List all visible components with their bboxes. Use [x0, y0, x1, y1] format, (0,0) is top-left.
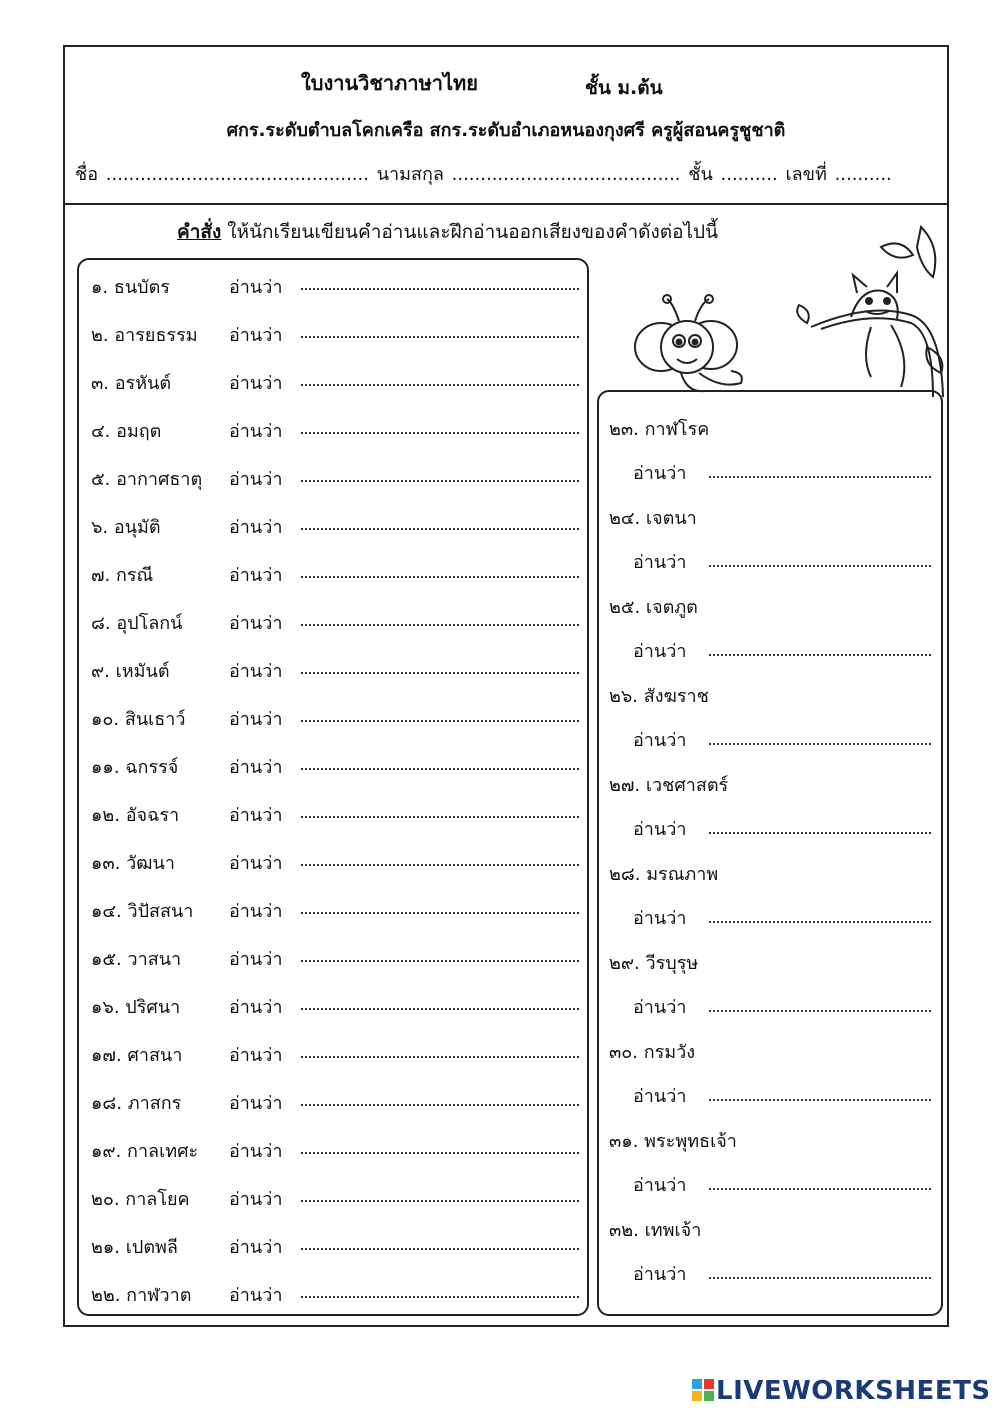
- list-item: [91, 512, 581, 540]
- word-label: ๑๕. วาสนา: [91, 949, 182, 970]
- read-label: อ่านว่า: [229, 517, 283, 538]
- word-label: ๑๔. วิปัสสนา: [91, 901, 194, 922]
- bee-illustration-icon: [635, 295, 742, 391]
- word-label: ๙. เหมันต์: [91, 661, 170, 682]
- list-item: [91, 848, 581, 876]
- school-subtitle: ศกร.ระดับตำบลโคกเครือ สกร.ระดับอำเภอหนองกุงศรี ครูผู้สอนครูชูชาติ: [226, 120, 786, 141]
- list-item: [91, 944, 581, 972]
- answer-field[interactable]: [301, 624, 579, 626]
- answer-field[interactable]: [301, 336, 579, 338]
- answer-field[interactable]: [301, 1248, 579, 1250]
- cat-on-branch-illustration-icon: [797, 227, 943, 397]
- number-label: เลขที่: [785, 164, 827, 185]
- answer-field[interactable]: [709, 1188, 931, 1190]
- read-label: อ่านว่า: [229, 1045, 283, 1066]
- answer-field[interactable]: [301, 384, 579, 386]
- instruction-text: ให้นักเรียนเขียนคำอ่านและฝึกอ่านออกเสียงของคำดังต่อไปนี้: [227, 221, 719, 243]
- read-label: อ่านว่า: [229, 949, 283, 970]
- left-word-box: [77, 258, 589, 1316]
- answer-field[interactable]: [301, 1104, 579, 1106]
- list-item: [91, 896, 581, 924]
- number-field[interactable]: ..........: [834, 164, 892, 185]
- answer-field[interactable]: [709, 476, 931, 478]
- answer-field[interactable]: [301, 672, 579, 674]
- answer-field[interactable]: [301, 864, 579, 866]
- right-word-box: [597, 390, 943, 1316]
- read-label: อ่านว่า: [229, 1093, 283, 1114]
- read-label: อ่านว่า: [229, 853, 283, 874]
- grade-level: ชั้น ม.ต้น: [585, 77, 663, 99]
- list-item: [91, 1232, 581, 1260]
- answer-field[interactable]: [709, 1277, 931, 1279]
- answer-field[interactable]: [301, 1008, 579, 1010]
- word-label: ๘. อุปโลกน์: [91, 613, 183, 634]
- word-label: ๓. อรหันต์: [91, 373, 172, 394]
- read-label: อ่านว่า: [633, 641, 687, 662]
- list-item: [91, 1184, 581, 1212]
- brand-footer: [692, 1376, 991, 1406]
- read-label: อ่านว่า: [229, 1189, 283, 1210]
- list-item: [91, 560, 581, 588]
- read-label: อ่านว่า: [633, 463, 687, 484]
- answer-field[interactable]: [301, 960, 579, 962]
- read-label: อ่านว่า: [633, 730, 687, 751]
- title-row: [65, 67, 947, 97]
- read-label: อ่านว่า: [229, 901, 283, 922]
- word-label: ๗. กรณี: [91, 565, 154, 586]
- list-item: [91, 272, 581, 300]
- list-item: [91, 800, 581, 828]
- word-label: ๑. ธนบัตร: [91, 277, 170, 298]
- list-item: [91, 1280, 581, 1308]
- list-item: [91, 368, 581, 396]
- answer-field[interactable]: [301, 288, 579, 290]
- read-label: อ่านว่า: [229, 1237, 283, 1258]
- word-label: ๑๘. ภาสกร: [91, 1093, 182, 1114]
- word-label: ๓๒. เทพเจ้า: [609, 1220, 702, 1241]
- read-label: อ่านว่า: [229, 565, 283, 586]
- surname-field[interactable]: ........................................: [451, 164, 681, 185]
- word-label: ๑๒. อัจฉรา: [91, 805, 180, 826]
- read-label: อ่านว่า: [229, 661, 283, 682]
- answer-field[interactable]: [709, 743, 931, 745]
- word-label: ๒๓. กาฬโรค: [609, 419, 710, 440]
- word-label: ๒๑. เปตพลี: [91, 1237, 178, 1258]
- answer-field[interactable]: [709, 565, 931, 567]
- answer-field[interactable]: [301, 432, 579, 434]
- read-label: อ่านว่า: [633, 1086, 687, 1107]
- word-label: ๒๘. มรณภาพ: [609, 864, 719, 885]
- read-label: อ่านว่า: [229, 1141, 283, 1162]
- word-label: ๒๐. กาลโยค: [91, 1189, 190, 1210]
- word-label: ๒๕. เจตภูต: [609, 597, 698, 618]
- answer-field[interactable]: [709, 921, 931, 923]
- read-label: อ่านว่า: [229, 709, 283, 730]
- class-label: ชั้น: [688, 164, 713, 185]
- class-field[interactable]: ..........: [720, 164, 778, 185]
- list-item: [91, 416, 581, 444]
- word-label: ๒๒. กาฬวาต: [91, 1285, 192, 1306]
- word-label: ๒๙. วีรบุรุษ: [609, 953, 699, 974]
- word-label: ๖. อนุมัติ: [91, 517, 161, 538]
- answer-field[interactable]: [301, 1200, 579, 1202]
- read-label: อ่านว่า: [229, 277, 283, 298]
- answer-field[interactable]: [301, 1056, 579, 1058]
- read-label: อ่านว่า: [229, 997, 283, 1018]
- word-label: ๑๖. ปริศนา: [91, 997, 181, 1018]
- surname-label: นามสกุล: [376, 164, 444, 185]
- answer-field[interactable]: [301, 816, 579, 818]
- read-label: อ่านว่า: [229, 325, 283, 346]
- read-label: อ่านว่า: [229, 469, 283, 490]
- word-label: ๒. อารยธรรม: [91, 325, 198, 346]
- read-label: อ่านว่า: [229, 757, 283, 778]
- liveworksheets-logo-icon: [692, 1379, 714, 1401]
- word-label: ๑๑. ฉกรรจ์: [91, 757, 179, 778]
- name-label: ชื่อ: [75, 164, 99, 185]
- read-label: อ่านว่า: [633, 819, 687, 840]
- answer-field[interactable]: [709, 832, 931, 834]
- page-title: ใบงานวิชาภาษาไทย: [301, 71, 478, 95]
- answer-field[interactable]: [301, 1152, 579, 1154]
- worksheet-header: [65, 47, 947, 205]
- student-info-line: [75, 159, 941, 188]
- answer-field[interactable]: [301, 912, 579, 914]
- word-label: ๔. อมฤต: [91, 421, 162, 442]
- read-label: อ่านว่า: [229, 805, 283, 826]
- illustration: [621, 207, 951, 397]
- read-label: อ่านว่า: [633, 1175, 687, 1196]
- list-item: [91, 704, 581, 732]
- word-label: ๓๐. กรมวัง: [609, 1042, 696, 1063]
- read-label: อ่านว่า: [229, 421, 283, 442]
- brand-name: LIVEWORKSHEETS: [716, 1376, 991, 1406]
- read-label: อ่านว่า: [229, 1285, 283, 1306]
- answer-field[interactable]: [709, 1099, 931, 1101]
- word-label: ๑๓. วัฒนา: [91, 853, 175, 874]
- list-item: [91, 608, 581, 636]
- read-label: อ่านว่า: [633, 908, 687, 929]
- read-label: อ่านว่า: [633, 997, 687, 1018]
- list-item: [91, 464, 581, 492]
- answer-field[interactable]: [301, 576, 579, 578]
- list-item: [91, 1136, 581, 1164]
- read-label: อ่านว่า: [633, 1264, 687, 1285]
- word-label: ๑๗. ศาสนา: [91, 1045, 183, 1066]
- word-label: ๒๔. เจตนา: [609, 508, 697, 529]
- word-label: ๕. อากาศธาตุ: [91, 469, 203, 490]
- read-label: อ่านว่า: [229, 613, 283, 634]
- list-item: [91, 320, 581, 348]
- name-field[interactable]: ..............................................: [105, 164, 369, 185]
- instruction-label: คำสั่ง: [177, 221, 222, 243]
- list-item: [91, 752, 581, 780]
- read-label: อ่านว่า: [229, 373, 283, 394]
- word-label: ๑๐. สินเธาว์: [91, 709, 186, 730]
- answer-field[interactable]: [301, 768, 579, 770]
- worksheet-frame: [63, 45, 949, 1327]
- answer-field[interactable]: [301, 1296, 579, 1298]
- answer-field[interactable]: [301, 720, 579, 722]
- answer-field[interactable]: [301, 480, 579, 482]
- answer-field[interactable]: [709, 654, 931, 656]
- list-item: [91, 656, 581, 684]
- list-item: [91, 1088, 581, 1116]
- list-item: [91, 992, 581, 1020]
- word-label: ๒๗. เวชศาสตร์: [609, 775, 729, 796]
- list-item: [91, 1040, 581, 1068]
- word-label: ๑๙. กาลเทศะ: [91, 1141, 199, 1162]
- word-label: ๓๑. พระพุทธเจ้า: [609, 1131, 737, 1152]
- word-label: ๒๖. สังฆราช: [609, 686, 709, 707]
- answer-field[interactable]: [709, 1010, 931, 1012]
- read-label: อ่านว่า: [633, 552, 687, 573]
- answer-field[interactable]: [301, 528, 579, 530]
